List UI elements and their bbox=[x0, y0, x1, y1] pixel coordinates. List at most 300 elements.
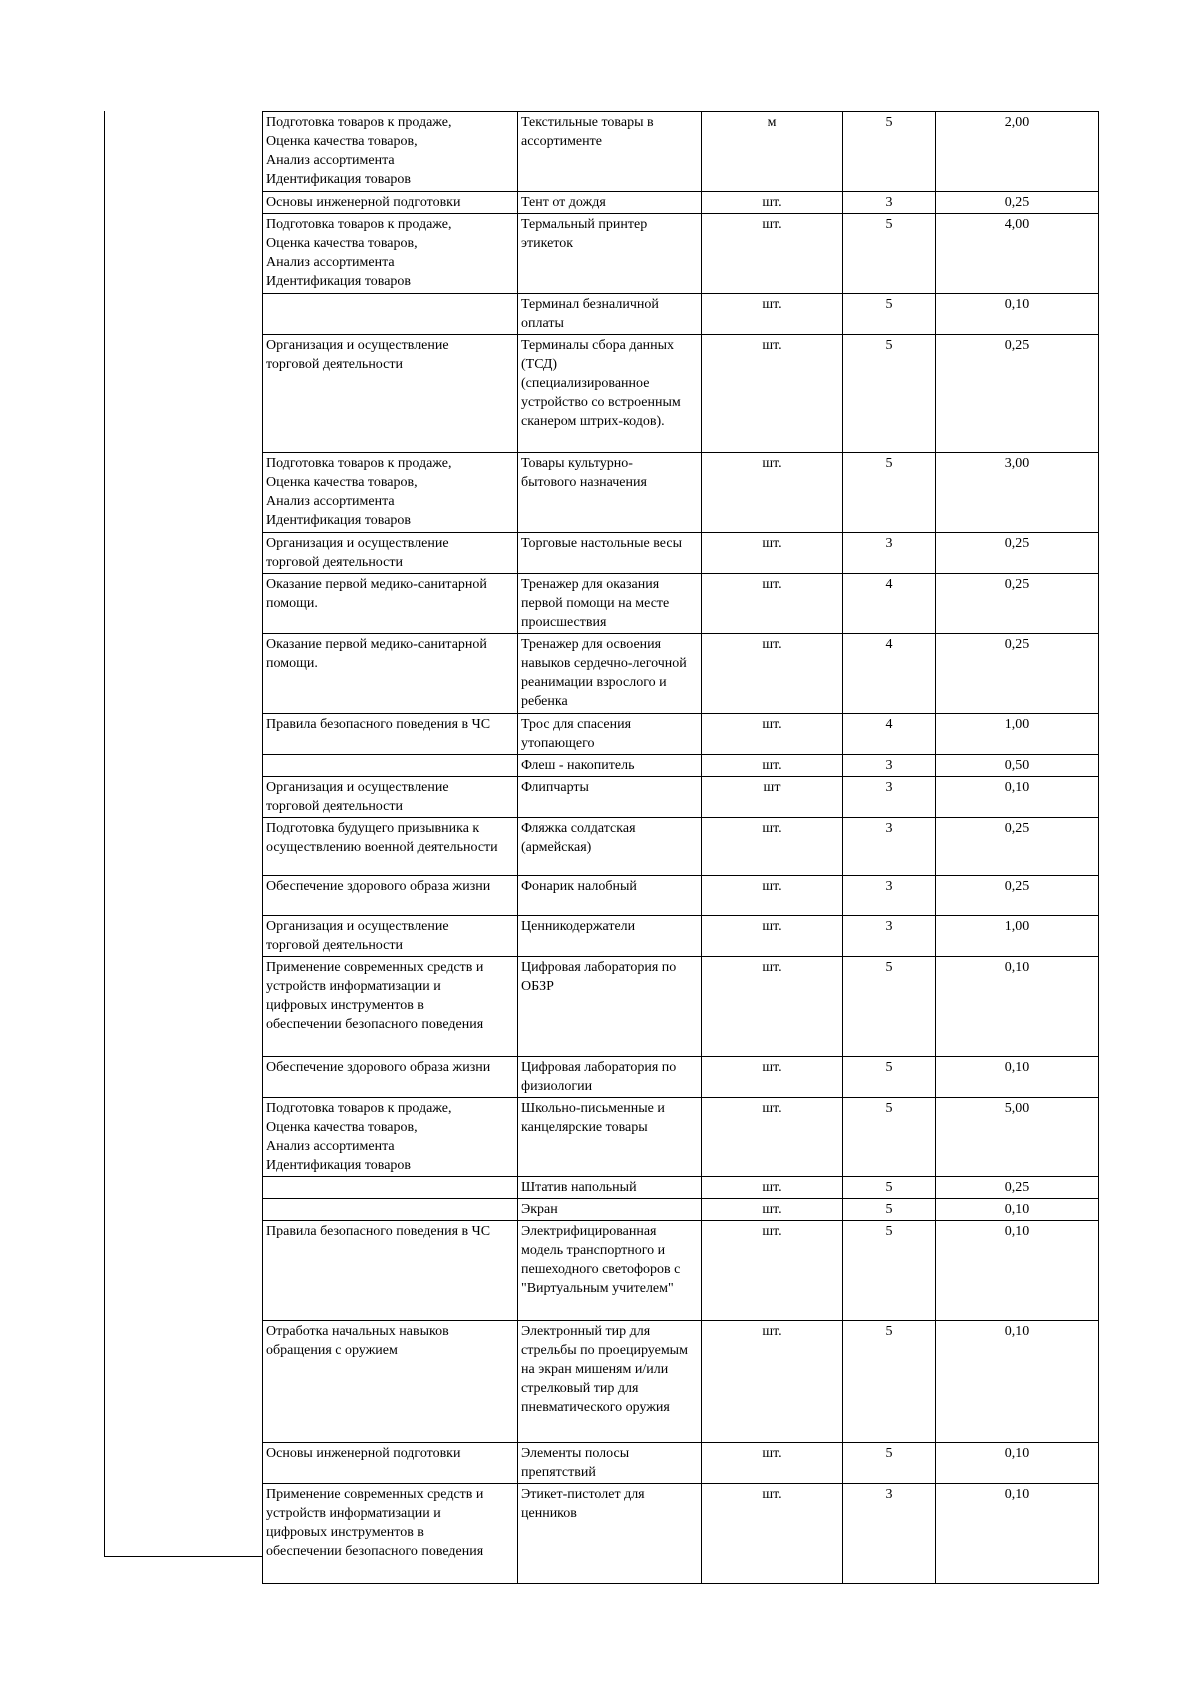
item-cell bbox=[518, 1199, 702, 1221]
item-cell bbox=[518, 192, 702, 214]
unit-cell bbox=[702, 1484, 843, 1584]
value-cell bbox=[936, 1484, 1099, 1584]
value-cell bbox=[936, 1057, 1099, 1098]
value-cell bbox=[936, 1098, 1099, 1177]
value-cell bbox=[936, 1199, 1099, 1221]
qty-text: 3 bbox=[885, 536, 893, 551]
section-cell bbox=[263, 1199, 518, 1221]
unit-text: шт. bbox=[762, 717, 782, 732]
table-row bbox=[263, 818, 1099, 876]
section-cell bbox=[263, 112, 518, 192]
equipment-table bbox=[262, 111, 1098, 1557]
section-cell bbox=[263, 1098, 518, 1177]
unit-text: шт. bbox=[762, 217, 782, 232]
section-line: устройств информатизации и bbox=[266, 1506, 441, 1521]
unit-cell bbox=[702, 214, 843, 294]
item-cell bbox=[518, 1177, 702, 1199]
unit-text: шт. bbox=[762, 456, 782, 471]
section-line: торговой деятельности bbox=[266, 938, 403, 953]
section-line: Подготовка товаров к продаже, bbox=[266, 115, 452, 130]
section-cell bbox=[263, 1484, 518, 1584]
unit-text: шт. bbox=[762, 960, 782, 975]
table-row bbox=[263, 335, 1099, 453]
item-cell bbox=[518, 214, 702, 294]
qty-text: 4 bbox=[885, 577, 893, 592]
section-cell bbox=[263, 876, 518, 916]
unit-cell bbox=[702, 1057, 843, 1098]
item-cell bbox=[518, 1057, 702, 1098]
section-cell bbox=[263, 335, 518, 453]
item-line: оплаты bbox=[521, 316, 564, 331]
item-line: стрельбы по проецируемым bbox=[521, 1343, 688, 1358]
qty-text: 5 bbox=[885, 338, 893, 353]
qty-cell bbox=[843, 1221, 936, 1321]
item-line: этикеток bbox=[521, 236, 574, 251]
section-cell bbox=[263, 574, 518, 634]
table-row bbox=[263, 192, 1099, 214]
section-line: Основы инженерной подготовки bbox=[266, 1446, 461, 1461]
item-line: Электрифицированная bbox=[521, 1224, 657, 1239]
section-line: цифровых инструментов в bbox=[266, 998, 424, 1013]
unit-cell bbox=[702, 876, 843, 916]
section-line: обеспечении безопасного поведения bbox=[266, 1017, 484, 1032]
value-cell bbox=[936, 714, 1099, 755]
item-line: (армейская) bbox=[521, 840, 592, 855]
table-row bbox=[263, 777, 1099, 818]
section-line: торговой деятельности bbox=[266, 799, 403, 814]
item-line: Фонарик налобный bbox=[521, 879, 637, 894]
qty-cell bbox=[843, 1098, 936, 1177]
section-cell bbox=[263, 1057, 518, 1098]
item-cell bbox=[518, 777, 702, 818]
item-line: "Виртуальным учителем" bbox=[521, 1281, 674, 1296]
qty-cell bbox=[843, 957, 936, 1057]
item-line: Экран bbox=[521, 1202, 558, 1217]
section-cell bbox=[263, 916, 518, 957]
unit-cell bbox=[702, 1177, 843, 1199]
section-line: Организация и осуществление bbox=[266, 780, 449, 795]
unit-cell bbox=[702, 777, 843, 818]
unit-text: шт. bbox=[762, 1446, 782, 1461]
unit-cell bbox=[702, 574, 843, 634]
item-line: устройство со встроенным bbox=[521, 395, 681, 410]
unit-text: шт. bbox=[762, 1487, 782, 1502]
unit-text: шт. bbox=[762, 1101, 782, 1116]
item-cell bbox=[518, 916, 702, 957]
value-text: 0,10 bbox=[1004, 297, 1030, 312]
section-cell bbox=[263, 1443, 518, 1484]
section-line: Оценка качества товаров, bbox=[266, 1120, 418, 1135]
unit-text: шт. bbox=[762, 919, 782, 934]
value-text: 3,00 bbox=[1004, 456, 1030, 471]
section-line: Организация и осуществление bbox=[266, 536, 449, 551]
section-cell bbox=[263, 214, 518, 294]
value-text: 0,25 bbox=[1004, 577, 1030, 592]
item-cell bbox=[518, 714, 702, 755]
item-cell bbox=[518, 1321, 702, 1443]
value-cell bbox=[936, 818, 1099, 876]
value-text: 0,25 bbox=[1004, 536, 1030, 551]
value-text: 0,10 bbox=[1004, 1446, 1030, 1461]
qty-cell bbox=[843, 714, 936, 755]
item-line: (специализированное bbox=[521, 376, 650, 391]
table-row bbox=[263, 916, 1099, 957]
section-cell bbox=[263, 957, 518, 1057]
item-line: Терминал безналичной bbox=[521, 297, 659, 312]
unit-text: шт. bbox=[762, 1180, 782, 1195]
table-row bbox=[263, 1057, 1099, 1098]
unit-text: шт. bbox=[762, 879, 782, 894]
value-text: 0,25 bbox=[1004, 1180, 1030, 1195]
value-text: 0,50 bbox=[1004, 758, 1030, 773]
qty-cell bbox=[843, 112, 936, 192]
outer-bottom-border bbox=[104, 1556, 262, 1557]
qty-cell bbox=[843, 634, 936, 714]
section-line: Анализ ассортимента bbox=[266, 255, 395, 270]
item-line: происшествия bbox=[521, 615, 607, 630]
table-row bbox=[263, 1221, 1099, 1321]
item-cell bbox=[518, 112, 702, 192]
value-cell bbox=[936, 634, 1099, 714]
qty-cell bbox=[843, 335, 936, 453]
table-row bbox=[263, 957, 1099, 1057]
qty-cell bbox=[843, 755, 936, 777]
qty-text: 5 bbox=[885, 960, 893, 975]
section-line: помощи. bbox=[266, 596, 318, 611]
section-line: помощи. bbox=[266, 656, 318, 671]
section-line: Подготовка товаров к продаже, bbox=[266, 456, 452, 471]
qty-cell bbox=[843, 916, 936, 957]
qty-text: 5 bbox=[885, 1101, 893, 1116]
value-text: 0,10 bbox=[1004, 1060, 1030, 1075]
unit-text: м bbox=[767, 115, 777, 130]
item-line: Штатив напольный bbox=[521, 1180, 637, 1195]
qty-cell bbox=[843, 1321, 936, 1443]
item-line: пешеходного светофоров с bbox=[521, 1262, 681, 1277]
table-row bbox=[263, 1443, 1099, 1484]
section-line: Организация и осуществление bbox=[266, 919, 449, 934]
table-row bbox=[263, 755, 1099, 777]
unit-text: шт. bbox=[762, 195, 782, 210]
item-line: пневматического оружия bbox=[521, 1400, 670, 1415]
section-cell bbox=[263, 294, 518, 335]
item-cell bbox=[518, 574, 702, 634]
unit-text: шт. bbox=[762, 637, 782, 652]
value-cell bbox=[936, 335, 1099, 453]
qty-cell bbox=[843, 574, 936, 634]
item-line: Тренажер для освоения bbox=[521, 637, 662, 652]
item-line: Фляжка солдатская bbox=[521, 821, 636, 836]
qty-text: 3 bbox=[885, 879, 893, 894]
qty-text: 3 bbox=[885, 821, 893, 836]
qty-cell bbox=[843, 1443, 936, 1484]
section-line: торговой деятельности bbox=[266, 357, 403, 372]
section-line: Идентификация товаров bbox=[266, 513, 412, 528]
table-row bbox=[263, 533, 1099, 574]
section-cell bbox=[263, 533, 518, 574]
qty-text: 4 bbox=[885, 637, 893, 652]
section-line: Основы инженерной подготовки bbox=[266, 195, 461, 210]
item-line: Терминалы сбора данных bbox=[521, 338, 675, 353]
item-line: канцелярские товары bbox=[521, 1120, 648, 1135]
section-cell bbox=[263, 755, 518, 777]
value-text: 0,25 bbox=[1004, 195, 1030, 210]
item-line: Электронный тир для bbox=[521, 1324, 651, 1339]
item-line: ценников bbox=[521, 1506, 577, 1521]
value-text: 5,00 bbox=[1004, 1101, 1030, 1116]
value-text: 0,25 bbox=[1004, 821, 1030, 836]
unit-text: шт. bbox=[762, 1324, 782, 1339]
qty-cell bbox=[843, 818, 936, 876]
qty-text: 3 bbox=[885, 919, 893, 934]
unit-text: шт. bbox=[762, 577, 782, 592]
value-text: 0,10 bbox=[1004, 1487, 1030, 1502]
qty-text: 5 bbox=[885, 217, 893, 232]
item-line: бытового назначения bbox=[521, 475, 647, 490]
section-line: Оказание первой медико-санитарной bbox=[266, 637, 487, 652]
qty-cell bbox=[843, 192, 936, 214]
section-cell bbox=[263, 634, 518, 714]
equipment-table-grid bbox=[262, 111, 1099, 1584]
value-cell bbox=[936, 112, 1099, 192]
value-cell bbox=[936, 533, 1099, 574]
value-text: 0,10 bbox=[1004, 960, 1030, 975]
qty-cell bbox=[843, 214, 936, 294]
section-line: обеспечении безопасного поведения bbox=[266, 1544, 484, 1559]
section-line: Идентификация товаров bbox=[266, 274, 412, 289]
item-line: Торговые настольные весы bbox=[521, 536, 682, 551]
item-line: ребенка bbox=[521, 694, 568, 709]
section-line: обращения с оружием bbox=[266, 1343, 398, 1358]
unit-cell bbox=[702, 818, 843, 876]
value-cell bbox=[936, 214, 1099, 294]
item-line: препятствий bbox=[521, 1465, 596, 1480]
value-cell bbox=[936, 957, 1099, 1057]
item-cell bbox=[518, 453, 702, 533]
section-cell bbox=[263, 1221, 518, 1321]
section-line: торговой деятельности bbox=[266, 555, 403, 570]
table-row bbox=[263, 1321, 1099, 1443]
item-cell bbox=[518, 1098, 702, 1177]
section-line: Обеспечение здорового образа жизни bbox=[266, 1060, 491, 1075]
qty-text: 5 bbox=[885, 1446, 893, 1461]
value-cell bbox=[936, 777, 1099, 818]
qty-text: 4 bbox=[885, 717, 893, 732]
item-line: Текстильные товары в bbox=[521, 115, 654, 130]
value-text: 1,00 bbox=[1004, 919, 1030, 934]
item-line: навыков сердечно-легочной bbox=[521, 656, 687, 671]
unit-cell bbox=[702, 1321, 843, 1443]
qty-cell bbox=[843, 1484, 936, 1584]
qty-text: 5 bbox=[885, 1224, 893, 1239]
value-cell bbox=[936, 1443, 1099, 1484]
section-line: Подготовка товаров к продаже, bbox=[266, 1101, 452, 1116]
section-line: Анализ ассортимента bbox=[266, 1139, 395, 1154]
outer-left-border bbox=[104, 111, 105, 1557]
item-cell bbox=[518, 1221, 702, 1321]
item-line: Школьно-письменные и bbox=[521, 1101, 665, 1116]
section-line: Правила безопасного поведения в ЧС bbox=[266, 717, 491, 732]
value-cell bbox=[936, 876, 1099, 916]
table-row bbox=[263, 634, 1099, 714]
qty-text: 3 bbox=[885, 195, 893, 210]
table-row bbox=[263, 714, 1099, 755]
qty-text: 5 bbox=[885, 1324, 893, 1339]
unit-text: шт. bbox=[762, 821, 782, 836]
section-line: Применение современных средств и bbox=[266, 1487, 484, 1502]
value-cell bbox=[936, 1177, 1099, 1199]
unit-text: шт. bbox=[762, 1060, 782, 1075]
item-cell bbox=[518, 294, 702, 335]
item-line: Трос для спасения bbox=[521, 717, 632, 732]
value-cell bbox=[936, 192, 1099, 214]
section-line: цифровых инструментов в bbox=[266, 1525, 424, 1540]
item-line: Товары культурно- bbox=[521, 456, 633, 471]
qty-text: 5 bbox=[885, 1060, 893, 1075]
item-cell bbox=[518, 335, 702, 453]
section-cell bbox=[263, 453, 518, 533]
item-line: утопающего bbox=[521, 736, 595, 751]
qty-cell bbox=[843, 777, 936, 818]
item-line: Цифровая лаборатория по bbox=[521, 960, 677, 975]
unit-cell bbox=[702, 192, 843, 214]
item-cell bbox=[518, 533, 702, 574]
section-line: Оценка качества товаров, bbox=[266, 475, 418, 490]
value-cell bbox=[936, 1321, 1099, 1443]
item-line: ассортименте bbox=[521, 134, 602, 149]
section-line: Подготовка будущего призывника к bbox=[266, 821, 480, 836]
item-cell bbox=[518, 1443, 702, 1484]
unit-cell bbox=[702, 112, 843, 192]
unit-cell bbox=[702, 755, 843, 777]
section-line: Оценка качества товаров, bbox=[266, 134, 418, 149]
value-text: 0,10 bbox=[1004, 1324, 1030, 1339]
item-line: физиологии bbox=[521, 1079, 593, 1094]
item-cell bbox=[518, 957, 702, 1057]
table-row bbox=[263, 294, 1099, 335]
table-row bbox=[263, 574, 1099, 634]
section-cell bbox=[263, 1177, 518, 1199]
table-row bbox=[263, 112, 1099, 192]
item-line: Флипчарты bbox=[521, 780, 589, 795]
item-line: Ценникодержатели bbox=[521, 919, 636, 934]
qty-text: 5 bbox=[885, 1180, 893, 1195]
section-line: Подготовка товаров к продаже, bbox=[266, 217, 452, 232]
section-cell bbox=[263, 192, 518, 214]
unit-cell bbox=[702, 714, 843, 755]
value-text: 4,00 bbox=[1004, 217, 1030, 232]
item-line: Термальный принтер bbox=[521, 217, 648, 232]
section-line: Идентификация товаров bbox=[266, 1158, 412, 1173]
item-line: (ТСД) bbox=[521, 357, 558, 372]
section-line: Анализ ассортимента bbox=[266, 494, 395, 509]
value-text: 0,25 bbox=[1004, 637, 1030, 652]
value-cell bbox=[936, 1221, 1099, 1321]
item-line: Тренажер для оказания bbox=[521, 577, 660, 592]
value-text: 0,10 bbox=[1004, 1224, 1030, 1239]
item-cell bbox=[518, 1484, 702, 1584]
qty-text: 3 bbox=[885, 1487, 893, 1502]
section-line: Оказание первой медико-санитарной bbox=[266, 577, 487, 592]
section-line: Анализ ассортимента bbox=[266, 153, 395, 168]
item-line: Элементы полосы bbox=[521, 1446, 630, 1461]
unit-cell bbox=[702, 957, 843, 1057]
qty-cell bbox=[843, 1057, 936, 1098]
unit-cell bbox=[702, 533, 843, 574]
value-cell bbox=[936, 916, 1099, 957]
table-row bbox=[263, 453, 1099, 533]
section-cell bbox=[263, 1321, 518, 1443]
item-cell bbox=[518, 755, 702, 777]
section-cell bbox=[263, 777, 518, 818]
value-text: 0,10 bbox=[1004, 1202, 1030, 1217]
unit-cell bbox=[702, 335, 843, 453]
unit-cell bbox=[702, 453, 843, 533]
qty-text: 5 bbox=[885, 115, 893, 130]
qty-text: 3 bbox=[885, 780, 893, 795]
qty-cell bbox=[843, 1199, 936, 1221]
item-line: Этикет-пистолет для bbox=[521, 1487, 645, 1502]
value-text: 0,25 bbox=[1004, 338, 1030, 353]
unit-cell bbox=[702, 1098, 843, 1177]
section-line: Отработка начальных навыков bbox=[266, 1324, 449, 1339]
unit-cell bbox=[702, 1443, 843, 1484]
table-row bbox=[263, 1177, 1099, 1199]
section-line: Оценка качества товаров, bbox=[266, 236, 418, 251]
item-line: ОБЗР bbox=[521, 979, 554, 994]
table-row bbox=[263, 876, 1099, 916]
unit-text: шт bbox=[763, 780, 781, 795]
value-text: 0,25 bbox=[1004, 879, 1030, 894]
section-line: устройств информатизации и bbox=[266, 979, 441, 994]
unit-text: шт. bbox=[762, 758, 782, 773]
section-line: осуществлению военной деятельности bbox=[266, 840, 498, 855]
unit-text: шт. bbox=[762, 297, 782, 312]
qty-text: 5 bbox=[885, 1202, 893, 1217]
qty-cell bbox=[843, 1177, 936, 1199]
qty-cell bbox=[843, 453, 936, 533]
value-cell bbox=[936, 574, 1099, 634]
section-line: Применение современных средств и bbox=[266, 960, 484, 975]
unit-text: шт. bbox=[762, 1202, 782, 1217]
item-cell bbox=[518, 634, 702, 714]
item-line: стрелковый тир для bbox=[521, 1381, 639, 1396]
section-line: Обеспечение здорового образа жизни bbox=[266, 879, 491, 894]
qty-cell bbox=[843, 533, 936, 574]
qty-cell bbox=[843, 876, 936, 916]
qty-text: 5 bbox=[885, 456, 893, 471]
value-text: 1,00 bbox=[1004, 717, 1030, 732]
qty-cell bbox=[843, 294, 936, 335]
qty-text: 5 bbox=[885, 297, 893, 312]
item-line: Цифровая лаборатория по bbox=[521, 1060, 677, 1075]
table-row bbox=[263, 1199, 1099, 1221]
unit-cell bbox=[702, 294, 843, 335]
item-line: реанимации взрослого и bbox=[521, 675, 667, 690]
section-cell bbox=[263, 714, 518, 755]
unit-text: шт. bbox=[762, 536, 782, 551]
unit-cell bbox=[702, 634, 843, 714]
value-cell bbox=[936, 294, 1099, 335]
section-line: Правила безопасного поведения в ЧС bbox=[266, 1224, 491, 1239]
item-line: Тент от дождя bbox=[521, 195, 606, 210]
table-row bbox=[263, 1098, 1099, 1177]
value-text: 2,00 bbox=[1004, 115, 1030, 130]
section-line: Организация и осуществление bbox=[266, 338, 449, 353]
unit-text: шт. bbox=[762, 338, 782, 353]
unit-text: шт. bbox=[762, 1224, 782, 1239]
table-row bbox=[263, 214, 1099, 294]
